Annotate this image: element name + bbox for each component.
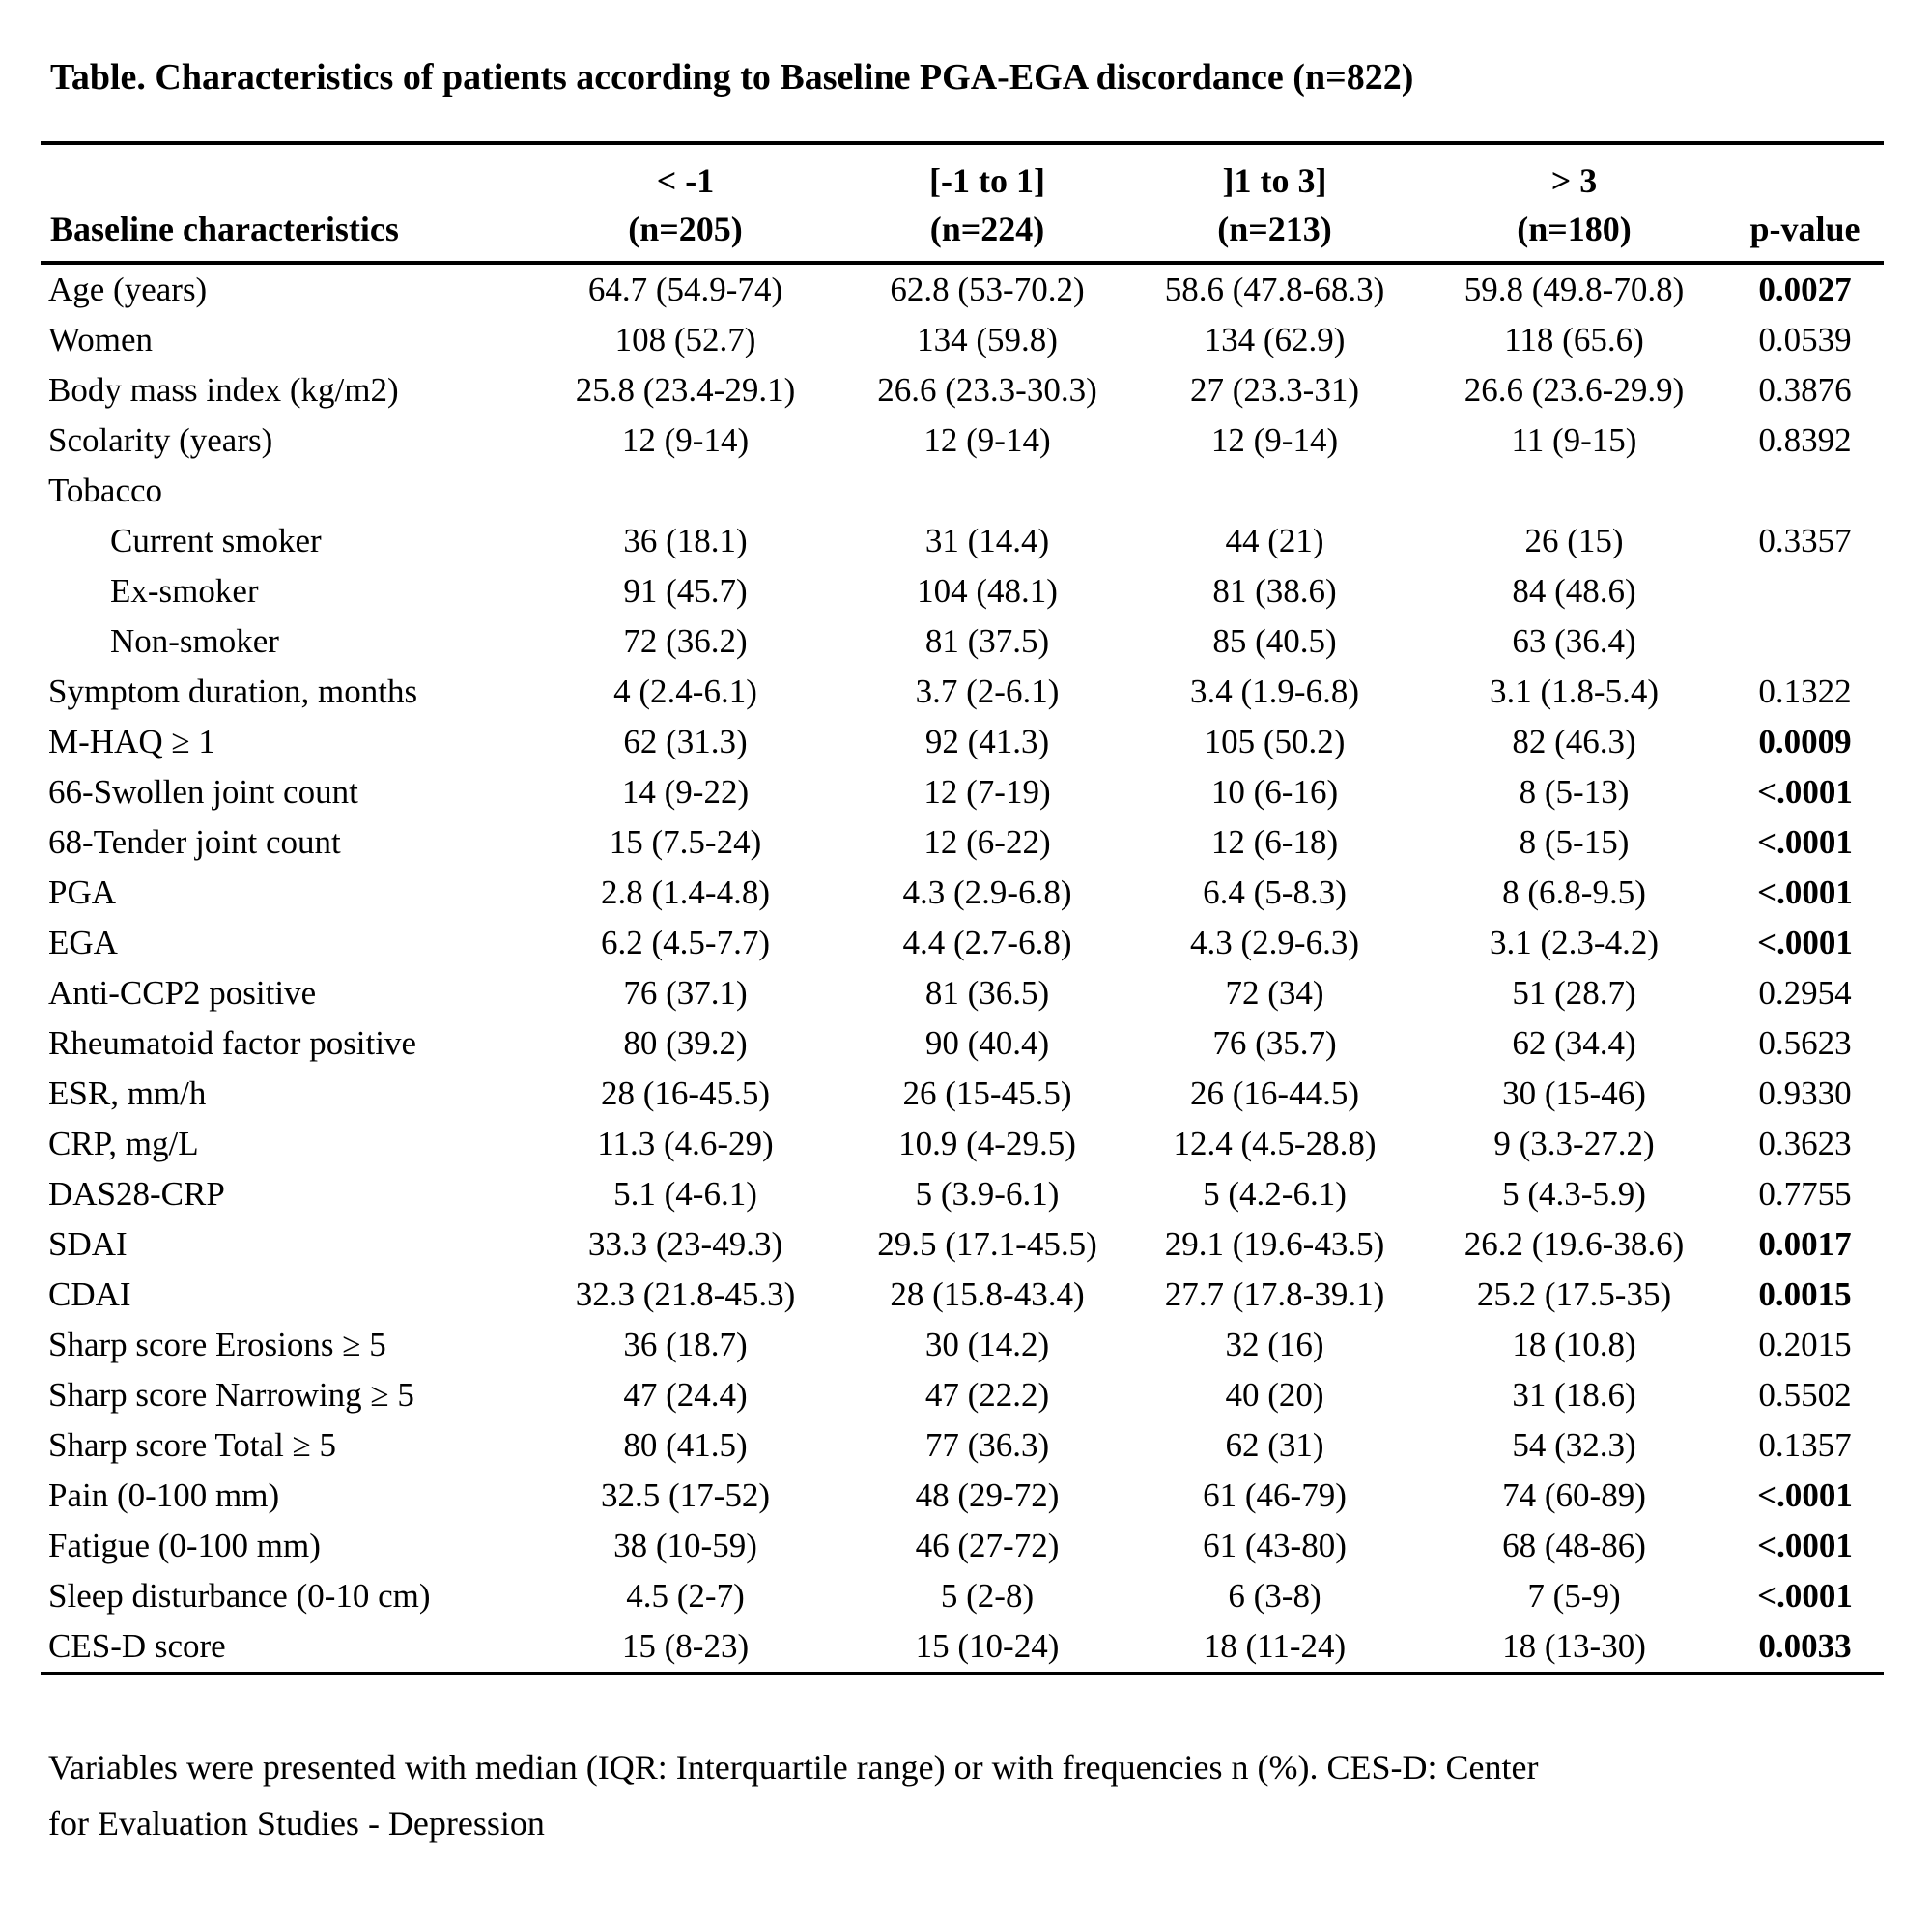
- table-row: [41, 1621, 1884, 1674]
- table-row: [41, 1521, 1884, 1571]
- row-value: 7 (5-9): [1527, 1576, 1621, 1615]
- table-row: [41, 616, 1884, 667]
- row-value: 30 (15-46): [1502, 1074, 1646, 1112]
- row-value: 54 (32.3): [1512, 1425, 1636, 1464]
- row-label: PGA: [48, 873, 117, 911]
- row-value: 14 (9-22): [621, 772, 750, 811]
- row-pvalue: <.0001: [1757, 822, 1853, 861]
- row-value: 62 (34.4): [1512, 1023, 1636, 1062]
- row-label: M-HAQ ≥ 1: [48, 722, 215, 760]
- row-label: Tobacco: [48, 471, 163, 509]
- table-row: [41, 1169, 1884, 1219]
- row-value: 31 (18.6): [1512, 1375, 1636, 1414]
- footnote-line-2: for Evaluation Studies - Depression: [48, 1804, 545, 1843]
- row-value: 85 (40.5): [1212, 621, 1337, 660]
- header-pvalue: p-value: [1749, 210, 1861, 248]
- row-pvalue: 0.1357: [1758, 1425, 1852, 1464]
- row-value: 47 (22.2): [924, 1375, 1050, 1414]
- row-value: 25.2 (17.5-35): [1476, 1274, 1672, 1313]
- row-value: 26 (16-44.5): [1190, 1074, 1359, 1112]
- row-value: 81 (36.5): [924, 973, 1050, 1012]
- row-value: 5 (2-8): [940, 1576, 1035, 1615]
- row-value: 12 (6-22): [923, 822, 1051, 861]
- table-row: [41, 263, 1884, 315]
- table-body: [41, 263, 1884, 1674]
- row-pvalue: <.0001: [1757, 1576, 1853, 1615]
- row-value: 118 (65.6): [1504, 320, 1644, 358]
- characteristics-table: [41, 141, 1884, 1675]
- row-value: [1422, 466, 1726, 516]
- row-value: 81 (37.5): [924, 621, 1050, 660]
- row-value: 26 (15-45.5): [902, 1074, 1072, 1112]
- row-value: 5 (3.9-6.1): [915, 1174, 1060, 1213]
- header-group-3-n: (n=213): [1217, 210, 1332, 248]
- row-value: 62 (31): [1225, 1425, 1324, 1464]
- row-value: 61 (46-79): [1203, 1475, 1347, 1514]
- row-value: 31 (14.4): [924, 521, 1050, 559]
- row-pvalue: 0.0009: [1758, 722, 1852, 760]
- row-label: CDAI: [48, 1274, 131, 1313]
- row-value: 26 (15): [1524, 521, 1624, 559]
- row-value: 33.3 (23-49.3): [587, 1224, 783, 1263]
- table-row: [41, 315, 1884, 365]
- row-value: 63 (36.4): [1512, 621, 1636, 660]
- row-value: 58.6 (47.8-68.3): [1164, 270, 1385, 308]
- header-group-3-range: ]1 to 3]: [1222, 161, 1327, 200]
- row-label: Ex-smoker: [110, 571, 259, 610]
- row-value: [524, 466, 847, 516]
- row-label: CES-D score: [48, 1626, 226, 1665]
- row-pvalue: 0.2954: [1758, 973, 1852, 1012]
- row-value: 11 (9-15): [1511, 420, 1637, 459]
- row-value: 51 (28.7): [1512, 973, 1636, 1012]
- row-value: 28 (16-45.5): [601, 1074, 770, 1112]
- row-value: 15 (7.5-24): [609, 822, 762, 861]
- row-label: Sharp score Total ≥ 5: [48, 1425, 336, 1464]
- row-value: 105 (50.2): [1204, 722, 1346, 760]
- row-pvalue: [1726, 616, 1884, 667]
- row-label: Sharp score Erosions ≥ 5: [48, 1325, 386, 1363]
- header-group-3: [1127, 143, 1422, 263]
- row-value: 15 (8-23): [621, 1626, 750, 1665]
- table-row: [41, 566, 1884, 616]
- row-value: 40 (20): [1225, 1375, 1324, 1414]
- row-value: 108 (52.7): [614, 320, 756, 358]
- table-row: [41, 868, 1884, 918]
- row-value: 18 (11-24): [1203, 1626, 1347, 1665]
- row-value: 134 (62.9): [1204, 320, 1346, 358]
- header-group-1-range: < -1: [656, 161, 715, 200]
- row-value: 26.6 (23.6-29.9): [1463, 370, 1685, 409]
- row-value: 30 (14.2): [924, 1325, 1050, 1363]
- row-label: Body mass index (kg/m2): [48, 370, 399, 409]
- table-title: Table. Characteristics of patients according to Baseline PGA-EGA discordance (n=822): [50, 57, 1414, 98]
- row-pvalue: 0.5623: [1758, 1023, 1852, 1062]
- row-pvalue: 0.0033: [1758, 1626, 1852, 1665]
- row-value: 26.6 (23.3-30.3): [877, 370, 1097, 409]
- row-value: 72 (36.2): [623, 621, 748, 660]
- row-value: 91 (45.7): [623, 571, 748, 610]
- table-row: [41, 365, 1884, 415]
- row-value: 61 (43-80): [1203, 1526, 1347, 1564]
- row-pvalue: [1726, 466, 1884, 516]
- row-value: 5.1 (4-6.1): [613, 1174, 757, 1213]
- row-value: 27.7 (17.8-39.1): [1164, 1274, 1385, 1313]
- row-label: Anti-CCP2 positive: [48, 973, 317, 1012]
- row-label: DAS28-CRP: [48, 1174, 225, 1213]
- row-value: 36 (18.1): [623, 521, 748, 559]
- header-group-2-n: (n=224): [929, 210, 1045, 248]
- row-pvalue: 0.7755: [1758, 1174, 1852, 1213]
- row-pvalue: 0.5502: [1758, 1375, 1852, 1414]
- row-pvalue: 0.1322: [1758, 672, 1852, 710]
- table-row: [41, 516, 1884, 566]
- header-group-4-range: > 3: [1550, 161, 1598, 200]
- row-value: 80 (41.5): [623, 1425, 748, 1464]
- row-value: 68 (48-86): [1502, 1526, 1646, 1564]
- row-label: EGA: [48, 923, 118, 961]
- row-label: Sleep disturbance (0-10 cm): [48, 1576, 431, 1615]
- row-value: 4.5 (2-7): [626, 1576, 745, 1615]
- row-value: 3.7 (2-6.1): [915, 672, 1060, 710]
- row-value: 32.5 (17-52): [601, 1475, 770, 1514]
- row-pvalue: <.0001: [1757, 923, 1853, 961]
- row-label: Rheumatoid factor positive: [48, 1023, 417, 1062]
- row-value: 77 (36.3): [924, 1425, 1050, 1464]
- row-label: 66-Swollen joint count: [48, 772, 358, 811]
- row-value: 6 (3-8): [1228, 1576, 1321, 1615]
- header-group-4-n: (n=180): [1517, 210, 1632, 248]
- row-value: 12 (6-18): [1210, 822, 1339, 861]
- table-row: [41, 717, 1884, 767]
- row-value: 44 (21): [1225, 521, 1324, 559]
- row-value: 47 (24.4): [623, 1375, 748, 1414]
- row-value: 72 (34): [1225, 973, 1324, 1012]
- row-value: 8 (5-13): [1519, 772, 1630, 811]
- row-pvalue: 0.0027: [1758, 270, 1852, 308]
- row-value: 62.8 (53-70.2): [890, 270, 1085, 308]
- row-pvalue: [1726, 566, 1884, 616]
- table-row: [41, 1571, 1884, 1621]
- table-row: [41, 1370, 1884, 1420]
- row-pvalue: 0.8392: [1758, 420, 1852, 459]
- row-value: 12 (7-19): [923, 772, 1051, 811]
- header-row: [41, 143, 1884, 263]
- row-pvalue: <.0001: [1757, 873, 1853, 911]
- table-row: [41, 1420, 1884, 1471]
- table-row: [41, 1219, 1884, 1270]
- row-pvalue: 0.2015: [1758, 1325, 1852, 1363]
- row-label: Age (years): [48, 270, 208, 308]
- row-value: 12 (9-14): [621, 420, 750, 459]
- row-value: 18 (10.8): [1512, 1325, 1636, 1363]
- row-label: 68-Tender joint count: [48, 822, 341, 861]
- row-value: 10 (6-16): [1210, 772, 1339, 811]
- row-value: 80 (39.2): [623, 1023, 748, 1062]
- row-pvalue: 0.3876: [1758, 370, 1852, 409]
- header-group-1: [524, 143, 847, 263]
- row-value: 6.4 (5-8.3): [1203, 873, 1347, 911]
- header-group-4: [1422, 143, 1726, 263]
- row-value: 3.4 (1.9-6.8): [1190, 672, 1359, 710]
- row-value: [1127, 466, 1422, 516]
- row-label: CRP, mg/L: [48, 1124, 199, 1162]
- row-pvalue: <.0001: [1757, 772, 1853, 811]
- row-value: 64.7 (54.9-74): [587, 270, 783, 308]
- table-row: [41, 415, 1884, 466]
- row-value: 62 (31.3): [623, 722, 748, 760]
- row-value: 32.3 (21.8-45.3): [575, 1274, 796, 1313]
- row-value: 12.4 (4.5-28.8): [1173, 1124, 1377, 1162]
- row-value: 92 (41.3): [924, 722, 1050, 760]
- row-value: 5 (4.2-6.1): [1203, 1174, 1347, 1213]
- row-value: 48 (29-72): [915, 1475, 1060, 1514]
- row-value: 18 (13-30): [1502, 1626, 1646, 1665]
- footnote-line-1: Variables were presented with median (IQR: Interquartile range) or with frequencies n (%). CES-D: Center: [48, 1748, 1539, 1787]
- row-value: 134 (59.8): [917, 320, 1058, 358]
- row-value: 6.2 (4.5-7.7): [601, 923, 770, 961]
- row-value: 46 (27-72): [915, 1526, 1060, 1564]
- row-pvalue: 0.0017: [1758, 1224, 1852, 1263]
- table-row: [41, 1018, 1884, 1069]
- table-row: [41, 466, 1884, 516]
- table-row: [41, 817, 1884, 868]
- row-value: 25.8 (23.4-29.1): [575, 370, 796, 409]
- row-value: 76 (35.7): [1212, 1023, 1337, 1062]
- row-label: Pain (0-100 mm): [48, 1475, 280, 1514]
- row-pvalue: 0.3357: [1758, 521, 1852, 559]
- row-value: 4.4 (2.7-6.8): [902, 923, 1072, 961]
- row-pvalue: <.0001: [1757, 1526, 1853, 1564]
- table-row: [41, 667, 1884, 717]
- row-value: 4 (2.4-6.1): [613, 672, 757, 710]
- row-value: 26.2 (19.6-38.6): [1463, 1224, 1685, 1263]
- table-row: [41, 968, 1884, 1018]
- row-value: 9 (3.3-27.2): [1493, 1124, 1655, 1162]
- row-value: 5 (4.3-5.9): [1502, 1174, 1646, 1213]
- row-value: 8 (6.8-9.5): [1502, 873, 1646, 911]
- table-row: [41, 1270, 1884, 1320]
- row-value: [847, 466, 1127, 516]
- row-pvalue: 0.0015: [1758, 1274, 1852, 1313]
- row-value: 3.1 (1.8-5.4): [1490, 672, 1659, 710]
- row-value: 12 (9-14): [1210, 420, 1339, 459]
- row-value: 74 (60-89): [1502, 1475, 1646, 1514]
- row-value: 10.9 (4-29.5): [898, 1124, 1076, 1162]
- table-header: [41, 143, 1884, 263]
- row-label: Scolarity (years): [48, 420, 273, 459]
- header-group-2: [847, 143, 1127, 263]
- table-row: [41, 767, 1884, 817]
- row-label: ESR, mm/h: [48, 1074, 207, 1112]
- row-pvalue: <.0001: [1757, 1475, 1853, 1514]
- row-value: 81 (38.6): [1212, 571, 1337, 610]
- row-label: Fatigue (0-100 mm): [48, 1526, 321, 1564]
- table-footnote: [41, 1739, 1884, 1851]
- row-value: 84 (48.6): [1512, 571, 1636, 610]
- table-row: [41, 1119, 1884, 1169]
- header-group-2-range: [-1 to 1]: [929, 161, 1045, 200]
- row-value: 82 (46.3): [1512, 722, 1636, 760]
- table-row: [41, 1069, 1884, 1119]
- row-pvalue: 0.3623: [1758, 1124, 1852, 1162]
- table-row: [41, 1471, 1884, 1521]
- row-label: Women: [48, 320, 153, 358]
- row-label: SDAI: [48, 1224, 128, 1263]
- row-value: 2.8 (1.4-4.8): [601, 873, 770, 911]
- row-value: 4.3 (2.9-6.3): [1190, 923, 1359, 961]
- table-row: [41, 918, 1884, 968]
- row-value: 29.1 (19.6-43.5): [1164, 1224, 1385, 1263]
- row-value: 59.8 (49.8-70.8): [1463, 270, 1685, 308]
- row-value: 90 (40.4): [924, 1023, 1050, 1062]
- row-value: 29.5 (17.1-45.5): [877, 1224, 1097, 1263]
- row-value: 12 (9-14): [923, 420, 1051, 459]
- row-label: Sharp score Narrowing ≥ 5: [48, 1375, 414, 1414]
- header-group-1-n: (n=205): [628, 210, 743, 248]
- header-baseline-characteristics: Baseline characteristics: [50, 210, 399, 248]
- row-value: 76 (37.1): [623, 973, 748, 1012]
- row-value: 27 (23.3-31): [1190, 370, 1359, 409]
- row-value: 3.1 (2.3-4.2): [1490, 923, 1659, 961]
- row-value: 32 (16): [1225, 1325, 1324, 1363]
- row-value: 28 (15.8-43.4): [890, 1274, 1085, 1313]
- row-value: 8 (5-15): [1519, 822, 1630, 861]
- row-pvalue: 0.0539: [1758, 320, 1852, 358]
- row-value: 38 (10-59): [613, 1526, 757, 1564]
- row-label: Symptom duration, months: [48, 672, 418, 710]
- row-value: 36 (18.7): [623, 1325, 748, 1363]
- row-value: 4.3 (2.9-6.8): [902, 873, 1072, 911]
- row-value: 104 (48.1): [917, 571, 1058, 610]
- row-pvalue: 0.9330: [1758, 1074, 1852, 1112]
- row-label: Current smoker: [110, 521, 322, 559]
- table-row: [41, 1320, 1884, 1370]
- row-value: 15 (10-24): [915, 1626, 1060, 1665]
- row-label: Non-smoker: [110, 621, 279, 660]
- row-value: 11.3 (4.6-29): [597, 1124, 774, 1162]
